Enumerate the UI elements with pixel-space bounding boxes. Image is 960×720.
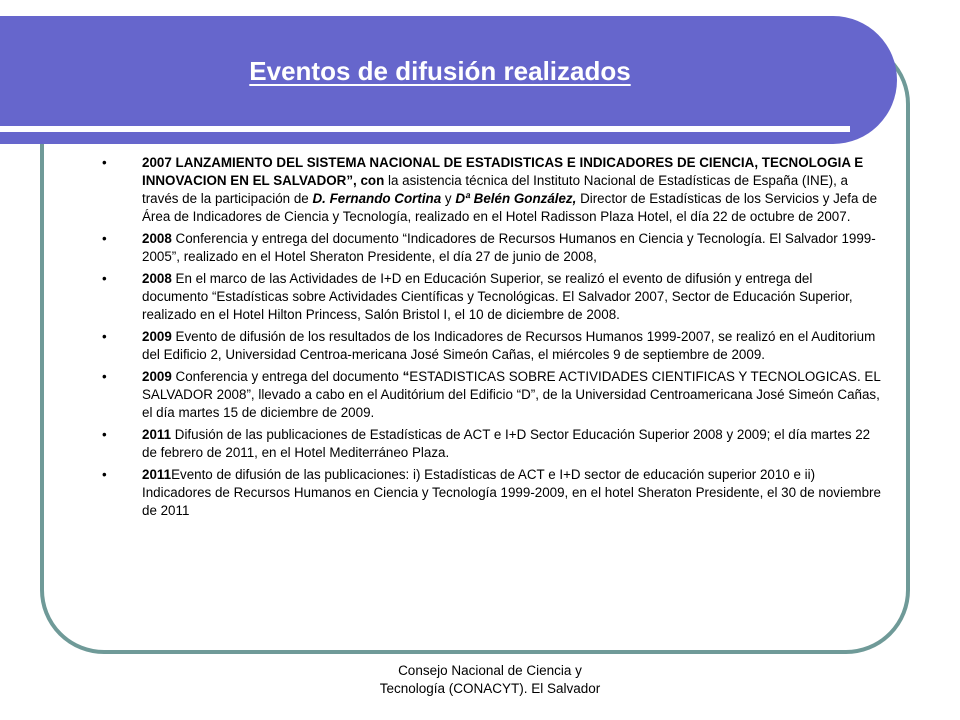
slide-title: Eventos de difusión realizados xyxy=(249,56,631,86)
bullet-icon: • xyxy=(102,329,107,344)
event-heading: 2007 LANZAMIENTO DEL SISTEMA NACIONAL DE ESTADISTICAS E INDICADORES DE CIENCIA, TECNOLOGIA E INNOVACION EN EL SALVADOR”, con xyxy=(142,155,864,188)
footer-line: Consejo Nacional de Ciencia y xyxy=(398,663,582,678)
event-text: Evento de difusión de las publicaciones: i) Estadísticas de ACT e I+D sector de educación superior 2010 e ii) Indicadores de Recursos Humanos en Ciencia y Tecnología 1999-2009, en el hotel Sheraton Presidente, el 30 de noviembre de 2011 xyxy=(142,467,881,518)
event-year: 2009 xyxy=(142,329,172,344)
event-text: y xyxy=(441,191,456,206)
list-item xyxy=(102,368,882,422)
event-text: Director de Estadísticas de los Servicios y Jefa de Área de Indicadores de Ciencia y Tecnología, realizado en el Hotel Radisson Plaza Hotel, el día 22 de octubre de 2007. xyxy=(142,191,878,224)
list-item xyxy=(102,270,882,324)
event-text: la asistencia técnica del Instituto Nacional de Estadísticas de España (INE), a través de la participación de xyxy=(142,173,849,206)
footer-line: Tecnología (CONACYT). El Salvador xyxy=(379,681,601,696)
list-item xyxy=(102,466,882,520)
event-text: En el marco de las Actividades de I+D en Educación Superior, se realizó el evento de difusión y entrega del documento “Estadísticas sobre Actividades Científicas y Tecnológicas. El Salvador 2007, Sector de Educación Superior, realizado en el Hotel Hilton Princess, Salón Bristol I, el 10 de diciembre de 2008. xyxy=(142,271,853,322)
bullet-icon: • xyxy=(102,369,107,384)
event-year: 2008 xyxy=(142,231,172,246)
event-text: ESTADISTICAS SOBRE ACTIVIDADES CIENTIFICAS Y TECNOLOGICAS. EL SALVADOR 2008”, llevado a cabo en el Auditórium del Edificio “D”, de la Universidad Centroamericana José Simeón Cañas, el día martes 15 de diciembre de 2009. xyxy=(142,369,881,420)
bullet-icon: • xyxy=(102,271,107,286)
event-text: Difusión de las publicaciones de Estadísticas de ACT e I+D Sector Educación Superior 2008 y 2009; el día martes 22 de febrero de 2011, en el Hotel Mediterráneo Plaza. xyxy=(142,427,871,460)
bullet-icon: • xyxy=(102,427,107,442)
events-list xyxy=(102,154,882,524)
list-item xyxy=(102,154,882,226)
event-text: Conferencia y entrega del documento xyxy=(171,369,403,384)
banner-rule xyxy=(0,126,850,132)
list-item xyxy=(102,230,882,266)
event-text: Evento de difusión de los resultados de los Indicadores de Recursos Humanos 1999-2007, se realizó en el Auditorium del Edificio 2, Universidad Centroa-mericana José Simeón Cañas, el miércoles 9 de septiembre de 2009. xyxy=(142,329,876,362)
event-year: 2008 xyxy=(142,271,172,286)
slide-title-container xyxy=(0,56,880,87)
footer xyxy=(300,662,680,698)
event-quote: “ xyxy=(402,369,410,384)
list-item xyxy=(102,328,882,364)
bullet-icon: • xyxy=(102,231,107,246)
bullet-icon: • xyxy=(102,467,107,482)
event-year: 2011 xyxy=(142,467,172,482)
bullet-icon: • xyxy=(102,155,107,170)
list-item xyxy=(102,426,882,462)
event-year: 2009 xyxy=(142,369,172,384)
event-year: 2011 xyxy=(142,427,172,442)
event-person: D. Fernando Cortina xyxy=(312,191,442,206)
event-text: Conferencia y entrega del documento “Indicadores de Recursos Humanos en Ciencia y Tecnología. El Salvador 1999-2005”, realizado en el Hotel Sheraton Presidente, el día 27 de junio de 2008, xyxy=(142,231,876,264)
event-person: Dª Belén González, xyxy=(455,191,577,206)
